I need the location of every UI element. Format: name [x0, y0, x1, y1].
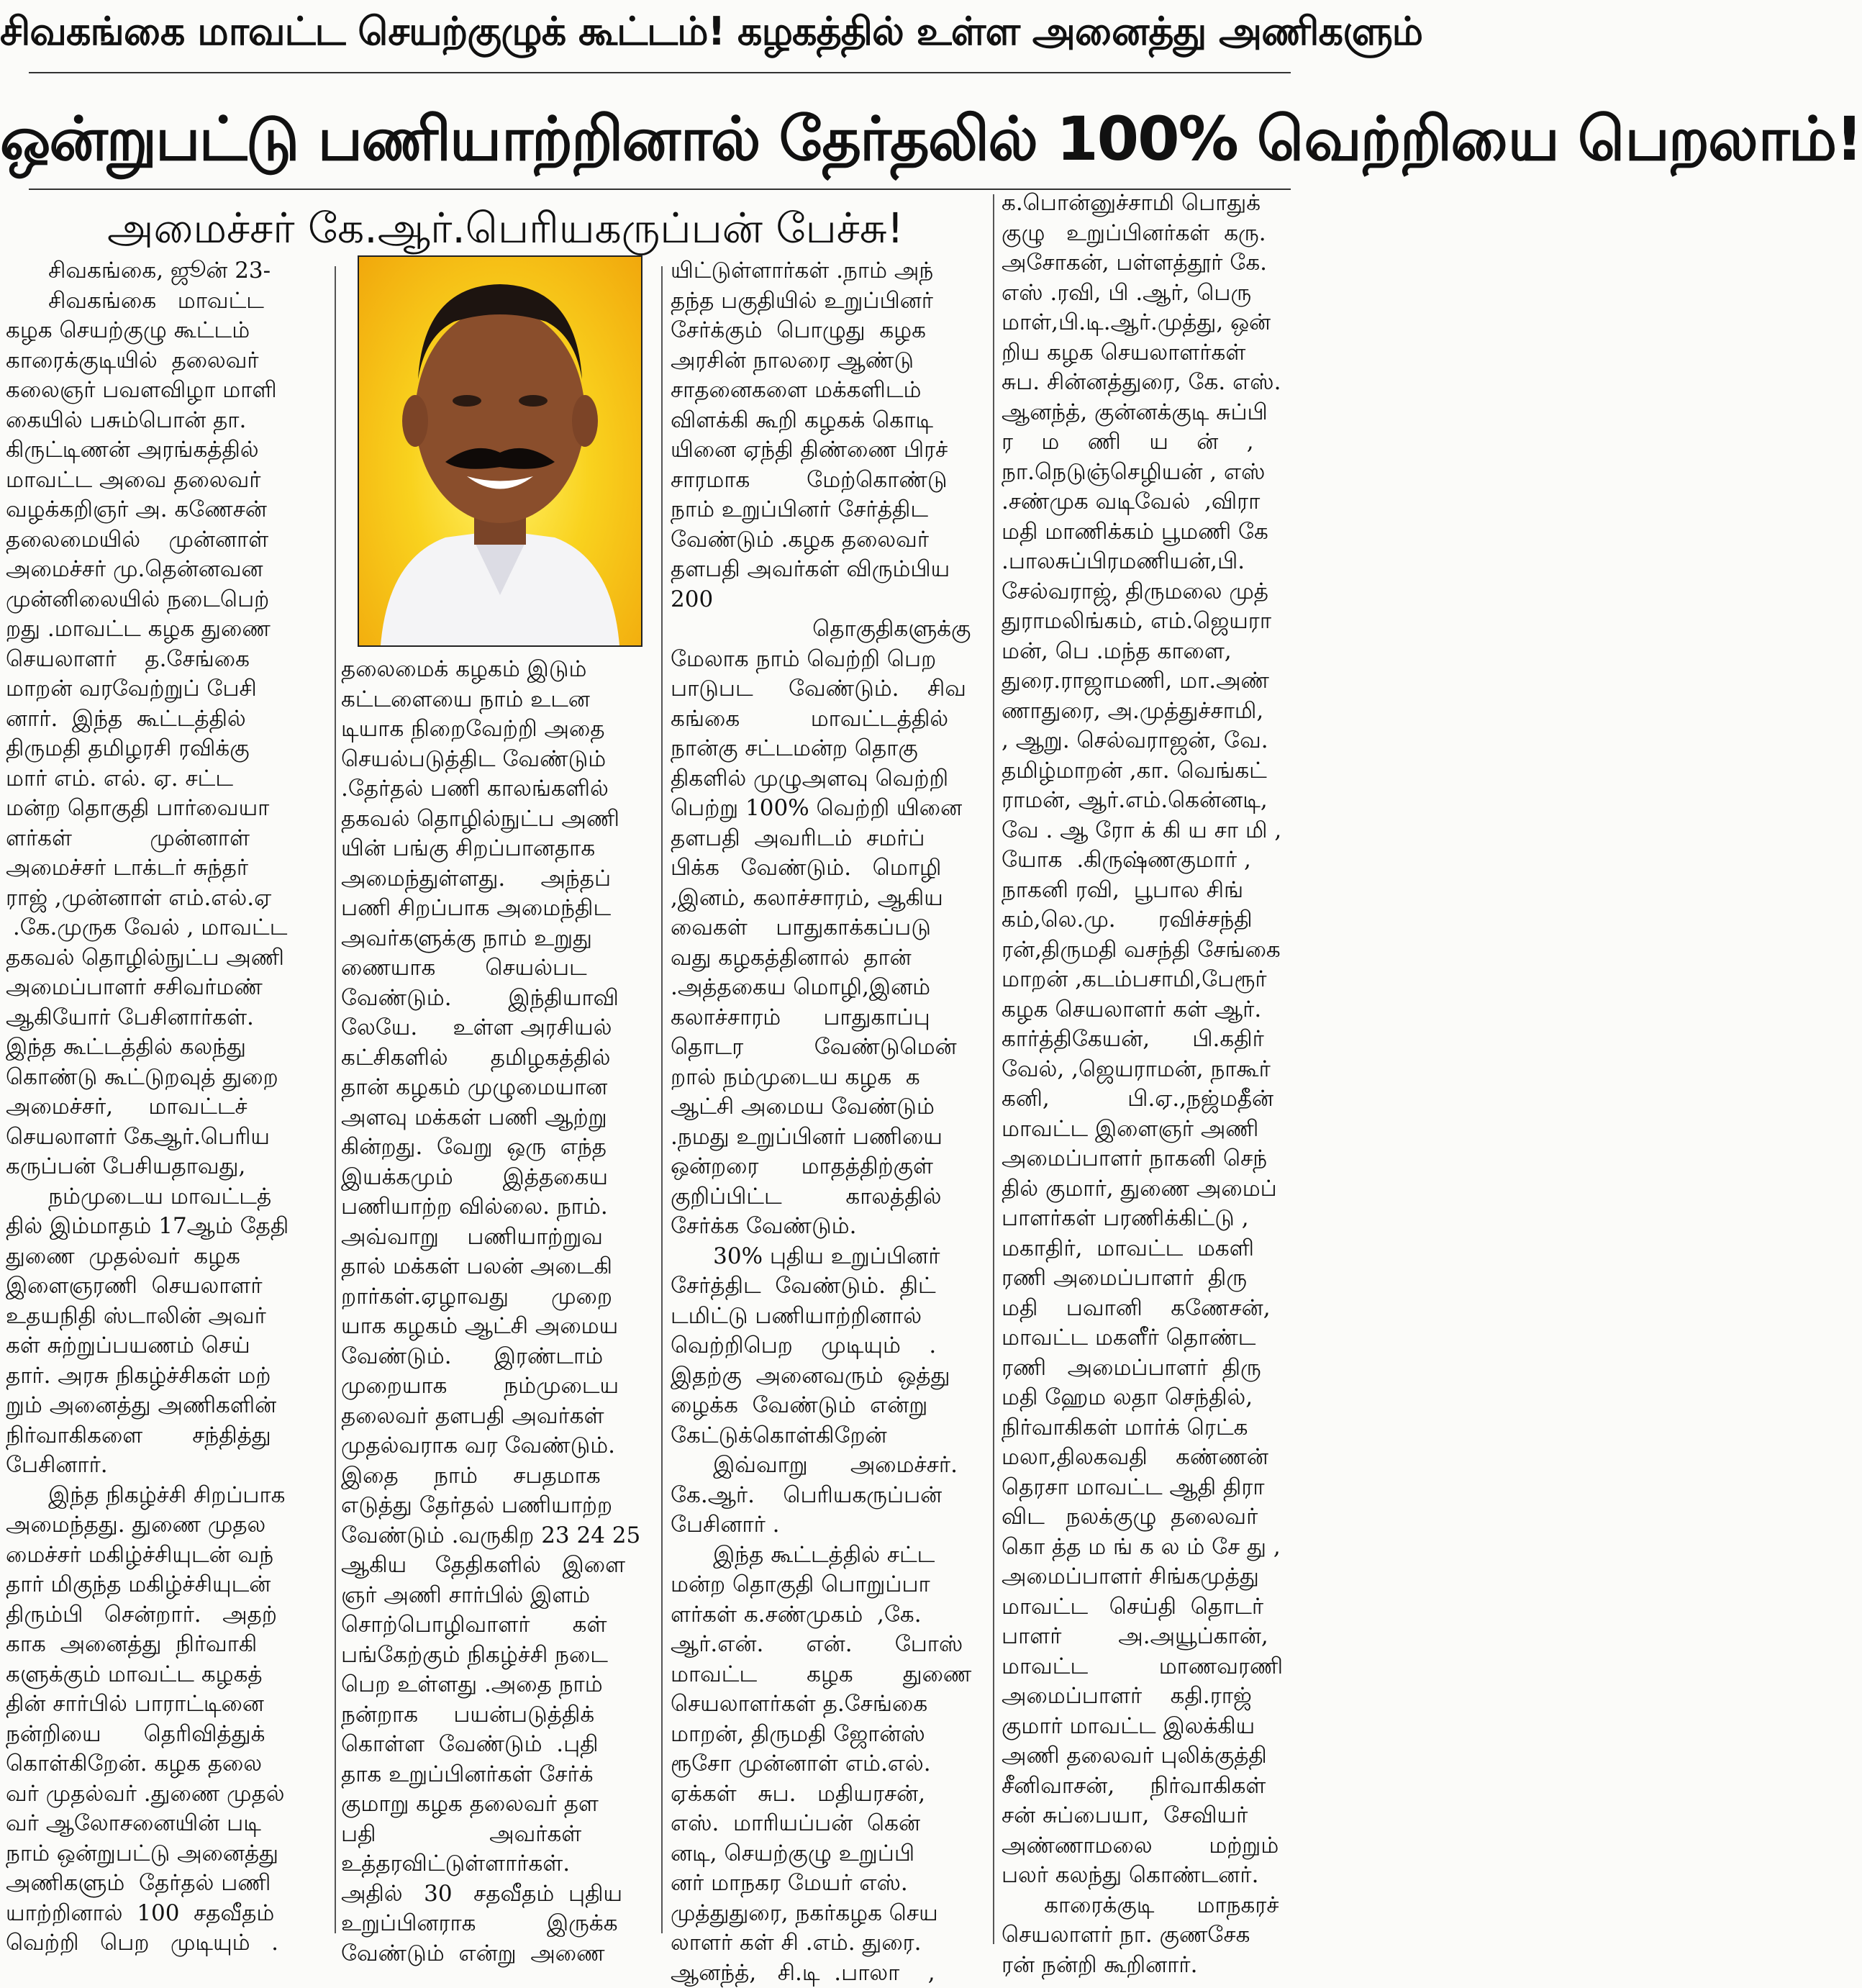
col3-line: ஆனந்த், சி.டி .பாலா , — [671, 1959, 989, 1988]
col4-line: .பாலசுப்பிரமணியன்,பி. — [1002, 547, 1318, 577]
col1-line: கருப்பன் பேசியதாவது, — [6, 1152, 331, 1182]
col3-line: சேர்க்க வேண்டும். — [671, 1212, 989, 1242]
col2-line: கட்சிகளில் தமிழகத்தில் — [341, 1043, 658, 1074]
col1-line: சிவகங்கை மாவட்ட — [6, 286, 331, 317]
col4-line: மலா,திலகவதி கண்ணன் — [1002, 1443, 1318, 1473]
col1-line: ளர்கள் முன்னாள் — [6, 824, 331, 854]
col3-line: தந்த பகுதியில் உறுப்பினர் — [671, 286, 989, 317]
col2-line: டியாக நிறைவேற்றி அதை — [341, 714, 658, 745]
col3-line: கலாச்சாரம் பாதுகாப்பு — [671, 1003, 989, 1033]
col3-line: 30% புதிய உறுப்பினர் — [671, 1242, 989, 1272]
col4-line: அண்ணாமலை மற்றும் — [1002, 1831, 1318, 1861]
col1-line: முன்னிலையில் நடைபெற் — [6, 585, 331, 615]
col1-line: கையில் பசும்பொன் தா. — [6, 406, 331, 436]
col4-line: கொ த்த ம ங் க ல ம் சே து , — [1002, 1533, 1318, 1563]
col4-line: ரணி அமைப்பாளர் திரு — [1002, 1353, 1318, 1384]
col2-line: இயக்கமும் இத்தகைய — [341, 1163, 658, 1193]
col4-line: சேல்வராஜ், திருமலை முத் — [1002, 577, 1318, 607]
col2-line: யின் பங்கு சிறப்பானதாக — [341, 834, 658, 864]
col1-line: னார். இந்த கூட்டத்தில் — [6, 704, 331, 735]
portrait-image — [359, 257, 641, 645]
col4-line: எஸ் .ரவி, பி .ஆர், பெரு — [1002, 278, 1318, 309]
col1-line: மாவட்ட அவை தலைவர் — [6, 466, 331, 496]
col3-line: நான்கு சட்டமன்ற தொகு — [671, 734, 989, 764]
col2-line: தாக உறுப்பினர்கள் சேர்க் — [341, 1760, 658, 1790]
col4-line: செயலாளர் நா. குணசேக — [1002, 1920, 1318, 1951]
col3-line: நாம் உறுப்பினர் சேர்த்திட — [671, 495, 989, 525]
col3-line: மாறன், திருமதி ஜோன்ஸ் — [671, 1720, 989, 1750]
col3-line: வது கழகத்தினால் தான் — [671, 943, 989, 973]
col4-line: அமைப்பாளர் சிங்கமுத்து — [1002, 1562, 1318, 1592]
col1-line: தில் இம்மாதம் 17ஆம் தேதி — [6, 1212, 331, 1242]
col1-line: மன்ற தொகுதி பார்வையா — [6, 794, 331, 824]
col3-line: தளபதி அவர்கள் விரும்பிய — [671, 555, 989, 585]
col4-line: ரன்,திருமதி வசந்தி சேங்கை — [1002, 935, 1318, 966]
col4-line: துராமலிங்கம், எம்.ஜெயரா — [1002, 607, 1318, 637]
col4-line: நிர்வாகிகள் மார்க் ரெட்க — [1002, 1413, 1318, 1443]
col4-line: நாகனி ரவி, பூபால சிங் — [1002, 876, 1318, 906]
col3-line: மாவட்ட கழக துணை — [671, 1660, 989, 1690]
column-divider-2 — [661, 266, 663, 1933]
col1-line: தகவல் தொழில்நுட்ப அணி — [6, 943, 331, 973]
col1-line: தலைமையில் முன்னாள் — [6, 525, 331, 555]
col4-line: அமைப்பாளர் நாகனி செந் — [1002, 1144, 1318, 1174]
col4-line: குமார் மாவட்ட இலக்கிய — [1002, 1712, 1318, 1742]
col4-line: சீனிவாசன், நிர்வாகிகள் — [1002, 1771, 1318, 1802]
col4-line: க.பொன்னுச்சாமி பொதுக் — [1002, 189, 1318, 219]
col4-line: றிய கழக செயலாளர்கள் — [1002, 338, 1318, 368]
col3-line: மேலாக நாம் வெற்றி பெற — [671, 645, 989, 675]
col4-line: நா.நெடுஞ்செழியன் , எஸ் — [1002, 458, 1318, 488]
col2-line: அதில் 30 சதவீதம் புதிய — [341, 1879, 658, 1910]
col4-line: ணாதுரை, அ.முத்துச்சாமி, — [1002, 696, 1318, 727]
col2-line: நன்றாக பயன்படுத்திக் — [341, 1700, 658, 1730]
main-headline: ஒன்றுபட்டு பணியாற்றினால் தேர்தலில் 100% வெற்றியை பெறலாம்! — [0, 92, 1320, 186]
col3-line: கங்கை மாவட்டத்தில் — [671, 704, 989, 735]
col3-line: கேட்டுக்கொள்கிறேன் — [671, 1421, 989, 1451]
col3-line: சேர்த்திட வேண்டும். திட் — [671, 1271, 989, 1302]
col2-line: ஆகிய தேதிகளில் இளை — [341, 1551, 658, 1581]
article-column-4 — [1002, 189, 1318, 1944]
col3-line: னர் மாநகர மேயர் எஸ். — [671, 1869, 989, 1899]
col1-line: அமைச்சர் மு.தென்னவன — [6, 555, 331, 585]
col3-line: பேசினார் . — [671, 1510, 989, 1540]
col2-line: றார்கள்.ஏழாவது முறை — [341, 1282, 658, 1312]
col3-line: ஆட்சி அமைய வேண்டும் — [671, 1092, 989, 1122]
col1-line: இந்த நிகழ்ச்சி சிறப்பாக — [6, 1481, 331, 1511]
col4-line: பாளர்கள் பரணிக்கிட்டு , — [1002, 1204, 1318, 1234]
col4-line: மாவட்ட இளைஞர் அணி — [1002, 1115, 1318, 1145]
col3-line: லாளர் கள் சி .எம். துரை. — [671, 1928, 989, 1959]
col1-line: வெற்றி பெற முடியும் . — [6, 1928, 331, 1959]
col4-line: மாறன் ,கடம்பசாமி,பேரூர் — [1002, 965, 1318, 995]
col1-line: அமைச்சர் டாக்டர் சுந்தர் — [6, 853, 331, 884]
col2-line: வேண்டும் .வருகிற 23 24 25 — [341, 1521, 658, 1551]
col3-line: வைகள் பாதுகாக்கப்படு — [671, 913, 989, 943]
col4-line: தமிழ்மாறன் ,கா. வெங்கட் — [1002, 756, 1318, 786]
col1-line: அமைப்பாளர் சசிவர்மண் — [6, 973, 331, 1003]
col3-line: அரசின் நாலரை ஆண்டு — [671, 346, 989, 376]
col3-line: இந்த கூட்டத்தில் சட்ட — [671, 1540, 989, 1571]
col1-line: இளைஞரணி செயலாளர் — [6, 1271, 331, 1302]
col2-line: அமைந்துள்ளது. அந்தப் — [341, 864, 658, 894]
col3-line: பிக்க வேண்டும். மொழி — [671, 853, 989, 884]
col1-line: நிர்வாகிகளை சந்தித்து — [6, 1421, 331, 1451]
col3-line: 200 — [671, 585, 989, 615]
col2-line: தலைமைக் கழகம் இடும் — [341, 655, 658, 685]
col2-line: கின்றது. வேறு ஒரு எந்த — [341, 1133, 658, 1163]
col1-line: இந்த கூட்டத்தில் கலந்து — [6, 1032, 331, 1063]
col3-line: மன்ற தொகுதி பொறுப்பா — [671, 1570, 989, 1600]
col3-line: யிட்டுள்ளார்கள் .நாம் அந் — [671, 256, 989, 286]
col4-line: ரணி அமைப்பாளர் திரு — [1002, 1263, 1318, 1294]
col2-line: உறுப்பினராக இருக்க — [341, 1909, 658, 1939]
col4-line: விட நலக்குழு தலைவர் — [1002, 1502, 1318, 1533]
col1-line: நம்முடைய மாவட்டத் — [6, 1182, 331, 1212]
col3-line: ழைக்க வேண்டும் என்று — [671, 1391, 989, 1421]
col1-line: ராஜ் ,முன்னாள் எம்.எல்.ஏ — [6, 884, 331, 914]
col1-line: செயலாளர் கேஆர்.பெரிய — [6, 1122, 331, 1153]
subheadline: அமைச்சர் கே.ஆர்.பெரியகருப்பன் பேச்சு! — [14, 196, 996, 260]
col3-line: ரூசோ முன்னாள் எம்.எல். — [671, 1749, 989, 1779]
col1-line: மார் எம். எல். ஏ. சட்ட — [6, 764, 331, 794]
col4-line: ரன் நன்றி கூறினார். — [1002, 1951, 1318, 1981]
col1-line: தின் சார்பில் பாராட்டினை — [6, 1689, 331, 1720]
col4-line: .சண்முக வடிவேல் ,விரா — [1002, 487, 1318, 517]
col3-line: ஒன்றரை மாதத்திற்குள் — [671, 1152, 989, 1182]
col1-line: நன்றியை தெரிவித்துக் — [6, 1720, 331, 1750]
col2-line: தகவல் தொழில்நுட்ப அணி — [341, 804, 658, 835]
col4-line: யோக .கிருஷ்ணகுமார் , — [1002, 845, 1318, 876]
col1-line: கழக செயற்குழு கூட்டம் — [6, 316, 331, 346]
col3-line: பெற்று 100% வெற்றி யினை — [671, 794, 989, 824]
col4-line: மாவட்ட மாணவரணி — [1002, 1652, 1318, 1682]
portrait-photo — [358, 255, 642, 647]
col4-line: தெரசா மாவட்ட ஆதி திரா — [1002, 1473, 1318, 1503]
col1-line: ஆகியோர் பேசினார்கள். — [6, 1003, 331, 1033]
col3-line: சாதனைகளை மக்களிடம் — [671, 376, 989, 406]
article-column-1 — [6, 256, 331, 1944]
col1-line: களுக்கும் மாவட்ட கழகத் — [6, 1660, 331, 1690]
col3-line: சேர்க்கும் பொழுது கழக — [671, 316, 989, 346]
col3-line: ஏக்கள் சுப. மதியரசன், — [671, 1779, 989, 1810]
col4-line: மாவட்ட மகளீர் தொண்ட — [1002, 1323, 1318, 1353]
col2-line: தால் மக்கள் பலன் அடைகி — [341, 1252, 658, 1282]
article-column-3 — [671, 256, 989, 1944]
col4-line: மதி ஹேம லதா செந்தில், — [1002, 1383, 1318, 1413]
col1-line: காக அனைத்து நிர்வாகி — [6, 1630, 331, 1660]
col4-line: காரைக்குடி மாநகரச் — [1002, 1891, 1318, 1921]
col2-line: கட்டளையை நாம் உடன — [341, 685, 658, 715]
col1-line: அமைச்சர், மாவட்டச் — [6, 1092, 331, 1122]
col2-line: குமாறு கழக தலைவர் தள — [341, 1789, 658, 1820]
col2-line: யாக கழகம் ஆட்சி அமைய — [341, 1312, 658, 1342]
col3-line: குறிப்பிட்ட காலத்தில் — [671, 1182, 989, 1212]
col3-line: வேண்டும் .கழக தலைவர் — [671, 525, 989, 555]
col1-line: திருமதி தமிழரசி ரவிக்கு — [6, 734, 331, 764]
col1-line: றும் அனைத்து அணிகளின் — [6, 1391, 331, 1421]
col3-line: சாரமாக மேற்கொண்டு — [671, 466, 989, 496]
col2-line: செயல்படுத்திட வேண்டும் — [341, 745, 658, 775]
col2-line: இதை நாம் சபதமாக — [341, 1461, 658, 1492]
col4-line: மதி மாணிக்கம் பூமணி கே — [1002, 517, 1318, 548]
col2-line: பங்கேற்கும் நிகழ்ச்சி நடை — [341, 1640, 658, 1671]
col3-line: இதற்கு அனைவரும் ஒத்து — [671, 1361, 989, 1392]
column-divider-1 — [335, 266, 336, 1933]
column-divider-3 — [993, 194, 994, 1944]
col1-line: கிருட்டிணன் அரங்கத்தில் — [6, 435, 331, 466]
col3-line: னடி, செயற்குழு உறுப்பி — [671, 1839, 989, 1869]
col1-line: தார் மிகுந்த மகிழ்ச்சியுடன் — [6, 1570, 331, 1600]
col3-line: பாடுபட வேண்டும். சிவ — [671, 674, 989, 704]
col1-line: சிவகங்கை, ஜூன் 23- — [6, 256, 331, 286]
col1-line: உதயநிதி ஸ்டாலின் அவர் — [6, 1302, 331, 1332]
col4-line: தில் குமார், துணை அமைப் — [1002, 1174, 1318, 1204]
col2-line: ணையாக செயல்பட — [341, 953, 658, 984]
col4-line: அமைப்பாளர் கதி.ராஜ் — [1002, 1681, 1318, 1712]
col4-line: வேல், ,ஜெயராமன், நாகூர் — [1002, 1055, 1318, 1085]
col4-line: மகாதிர், மாவட்ட மகளி — [1002, 1234, 1318, 1264]
col1-line: செயலாளர் த.சேங்கை — [6, 645, 331, 675]
col4-line: கனி, பி.ஏ.,நஜ்மதீன் — [1002, 1084, 1318, 1115]
col4-line: ர ம ணி ய ன் , — [1002, 427, 1318, 458]
col4-line: குழு உறுப்பினர்கள் கரு. — [1002, 219, 1318, 249]
col4-line: மன், பெ .மந்த காளை, — [1002, 637, 1318, 667]
col1-line: வர் முதல்வர் .துணை முதல் — [6, 1779, 331, 1810]
col2-line: கொள்ள வேண்டும் .புதி — [341, 1730, 658, 1760]
col4-line: கம்,லெ.மு. ரவிச்சந்தி — [1002, 905, 1318, 935]
col3-line: கே.ஆர். பெரியகருப்பன் — [671, 1481, 989, 1511]
col2-line: உத்தரவிட்டுள்ளார்கள். — [341, 1849, 658, 1879]
col2-line: வேண்டும் என்று அணை — [341, 1939, 658, 1969]
col2-line: ஞர் அணி சார்பில் இளம் — [341, 1581, 658, 1611]
col2-line: முதல்வராக வர வேண்டும். — [341, 1431, 658, 1461]
col4-line: பாளர் அ.அயூப்கான், — [1002, 1622, 1318, 1652]
col3-line: யினை ஏந்தி திண்ணை பிரச் — [671, 435, 989, 466]
col4-line: அசோகன், பள்ளத்தூர் கே. — [1002, 248, 1318, 278]
col3-line: ஆர்.என். என். போஸ் — [671, 1630, 989, 1660]
col2-line: அவ்வாறு பணியாற்றுவ — [341, 1222, 658, 1253]
col2-line: லேயே. உள்ள அரசியல் — [341, 1013, 658, 1043]
col3-line: தளபதி அவரிடம் சமர்ப் — [671, 824, 989, 854]
article-column-2 — [341, 655, 658, 1944]
col2-line: பணியாற்ற வில்லை. நாம். — [341, 1192, 658, 1222]
col1-line: வர் ஆலோசனையின் படி — [6, 1809, 331, 1839]
col4-line: பலர் கலந்து கொண்டனர். — [1002, 1861, 1318, 1891]
col2-line: முறையாக நம்முடைய — [341, 1371, 658, 1402]
col3-line: முத்துதுரை, நகர்கழக செய — [671, 1899, 989, 1929]
col3-line: றால் நம்முடைய கழக க — [671, 1063, 989, 1093]
col2-line: சொற்பொழிவாளர் கள் — [341, 1610, 658, 1640]
col1-line: மாறன் வரவேற்றுப் பேசி — [6, 674, 331, 704]
col3-line: எஸ். மாரியப்பன் கென் — [671, 1809, 989, 1839]
col1-line: கள் சுற்றுப்பயணம் செய் — [6, 1331, 331, 1361]
col4-line: ஆனந்த், குன்னக்குடி சுப்பி — [1002, 398, 1318, 428]
col2-line: பதி அவர்கள் — [341, 1820, 658, 1850]
col1-line: .கே.முருக வேல் , மாவட்ட — [6, 913, 331, 943]
col2-line: .தேர்தல் பணி காலங்களில் — [341, 774, 658, 804]
col3-line: .அத்தகைய மொழி,இனம் — [671, 973, 989, 1003]
col1-line: கொள்கிறேன். கழக தலை — [6, 1749, 331, 1779]
col1-line: பேசினார். — [6, 1451, 331, 1481]
col4-line: வே . ஆ ரோ க் கி ய சா மி , — [1002, 816, 1318, 846]
col3-line: தொகுதிகளுக்கு — [671, 614, 989, 645]
col1-line: அமைந்தது. துணை முதல — [6, 1510, 331, 1540]
col2-line: அவர்களுக்கு நாம் உறுது — [341, 924, 658, 954]
col1-line: காரைக்குடியில் தலைவர் — [6, 346, 331, 376]
kicker-headline: சிவகங்கை மாவட்ட செயற்குழுக் கூட்டம்! கழகத்தில் உள்ள அனைத்து அணிகளும் — [0, 0, 1320, 63]
col2-line: பெற உள்ளது .அதை நாம் — [341, 1670, 658, 1700]
col2-line: பணி சிறப்பாக அமைந்திட — [341, 894, 658, 924]
col4-line: மாள்,பி.டி.ஆர்.முத்து, ஒன் — [1002, 308, 1318, 338]
col4-line: அணி தலைவர் புலிக்குத்தி — [1002, 1741, 1318, 1771]
col3-line: டமிட்டு பணியாற்றினால் — [671, 1302, 989, 1332]
col1-line: றது .மாவட்ட கழக துணை — [6, 614, 331, 645]
col1-line: மைச்சர் மகிழ்ச்சியுடன் வந் — [6, 1540, 331, 1571]
col3-line: தொடர வேண்டுமென் — [671, 1032, 989, 1063]
col2-line: வேண்டும். இரண்டாம் — [341, 1342, 658, 1372]
col4-line: , ஆறு. செல்வராஜன், வே. — [1002, 726, 1318, 756]
col3-line: இவ்வாறு அமைச்சர். — [671, 1451, 989, 1481]
col4-line: மதி பவானி கணேசன், — [1002, 1294, 1318, 1324]
col1-line: தார். அரசு நிகழ்ச்சிகள் மற் — [6, 1361, 331, 1392]
col4-line: துரை.ராஜாமணி, மா.அண் — [1002, 666, 1318, 696]
col1-line: கொண்டு கூட்டுறவுத் துறை — [6, 1063, 331, 1093]
col1-line: வழக்கறிஞர் அ. கணேசன் — [6, 495, 331, 525]
col4-line: மாவட்ட செய்தி தொடர் — [1002, 1592, 1318, 1622]
col3-line: ளர்கள் க.சண்முகம் ,கே. — [671, 1600, 989, 1630]
col2-line: எடுத்து தேர்தல் பணியாற்ற — [341, 1491, 658, 1521]
col1-line: திரும்பி சென்றார். அதற் — [6, 1600, 331, 1630]
col2-line: வேண்டும். இந்தியாவி — [341, 984, 658, 1014]
col2-line: அளவு மக்கள் பணி ஆற்று — [341, 1103, 658, 1133]
col3-line: வெற்றிபெற முடியும் . — [671, 1331, 989, 1361]
col1-line: அணிகளும் தேர்தல் பணி — [6, 1869, 331, 1899]
kicker-rule — [29, 72, 1291, 73]
col1-line: கலைஞர் பவளவிழா மாளி — [6, 376, 331, 406]
col1-line: நாம் ஒன்றுபட்டு அனைத்து — [6, 1839, 331, 1869]
col4-line: கார்த்திகேயன், பி.கதிர் — [1002, 1025, 1318, 1055]
col1-line: துணை முதல்வர் கழக — [6, 1242, 331, 1272]
col3-line: .நமது உறுப்பினர் பணியை — [671, 1122, 989, 1153]
col4-line: கழக செயலாளர் கள் ஆர். — [1002, 995, 1318, 1025]
col3-line: விளக்கி கூறி கழகக் கொடி — [671, 406, 989, 436]
col4-line: சன் சுப்பையா, சேவியர் — [1002, 1801, 1318, 1831]
col3-line: ,இனம், கலாச்சாரம், ஆகிய — [671, 884, 989, 914]
col1-line: யாற்றினால் 100 சதவீதம் — [6, 1899, 331, 1929]
col3-line: செயலாளர்கள் த.சேங்கை — [671, 1689, 989, 1720]
col4-line: ராமன், ஆர்.எம்.கென்னடி, — [1002, 786, 1318, 816]
col4-line: சுப. சின்னத்துரை, கே. எஸ். — [1002, 368, 1318, 398]
col2-line: தலைவர் தளபதி அவர்கள் — [341, 1402, 658, 1432]
col2-line: தான் கழகம் முழுமையான — [341, 1073, 658, 1103]
col3-line: திகளில் முழுஅளவு வெற்றி — [671, 764, 989, 794]
